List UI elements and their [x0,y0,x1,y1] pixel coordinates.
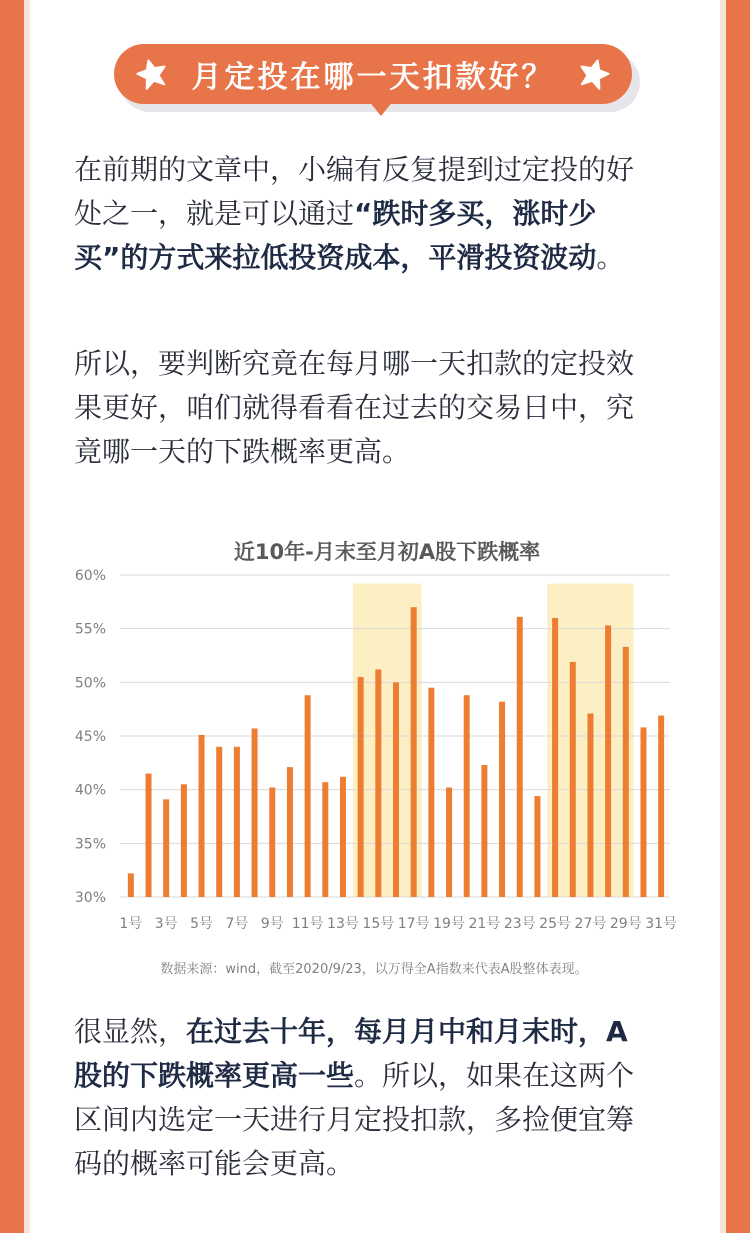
bold-span: 在过去十年，每月月中和月末时，A [186,1015,628,1048]
paragraph-intro [74,148,684,280]
y-tick-label: 30% [74,890,106,906]
bar [446,788,452,897]
text-span: 处之一，就是可以通过 [74,197,355,230]
x-tick-label: 19号 [433,916,465,932]
bar [464,695,470,897]
x-tick-label: 31号 [645,916,678,932]
text-line [74,1010,684,1054]
y-tick-label: 40% [74,782,106,799]
bar-chart [60,525,690,985]
bar [340,777,346,897]
text-line [74,236,684,280]
chart-title: 近10年-月末至月初A股下跌概率 [233,540,541,564]
text-span: 很显然， [74,1015,187,1048]
text-line: 区间内选定一天进行月定投扣款，多捡便宜筹 [74,1103,635,1136]
text-line: 码的概率可能会更高。 [74,1147,355,1180]
bold-span: “跌时多买，涨时少 [354,197,597,230]
bar [375,669,381,897]
paragraph-question [74,342,684,474]
bar [128,873,134,897]
bar [517,617,523,897]
x-tick-label: 5号 [190,916,214,932]
bar [428,688,434,897]
text-line: 果更好，咱们就得看看在过去的交易日中，究 [74,391,635,424]
bar [181,784,187,897]
text-line: 所以，要判断究竟在每月哪一天扣款的定投效 [74,347,635,380]
text-span: 。所以，如果在这两个 [354,1059,635,1092]
y-tick-label: 55% [74,621,106,638]
bar [287,767,293,897]
bar [623,647,629,897]
bar [305,695,311,897]
bar [322,782,328,897]
title-banner [114,44,632,104]
x-tick-label: 9号 [260,916,284,932]
x-tick-label: 23号 [503,916,536,932]
bar [216,747,222,897]
bar [269,788,275,897]
x-tick-label: 3号 [154,916,178,932]
bar [252,728,258,897]
x-tick-label: 7号 [225,916,249,932]
x-tick-label: 11号 [291,916,324,932]
text-line [74,1054,684,1098]
bold-span: 买”的方式来拉低投资成本，平滑投资波动 [74,241,597,274]
bar [605,625,611,897]
chart-source-note: 数据来源：wind，截至2020/9/23，以万得全A指数来代表A股整体表现。 [160,962,588,977]
bar [234,747,240,897]
x-tick-label: 27号 [574,916,607,932]
x-tick-label: 1号 [119,916,143,932]
y-tick-label: 50% [74,675,106,692]
bar [499,702,505,897]
bar [146,774,152,897]
bar [552,618,558,897]
star-icon [136,58,168,90]
x-tick-label: 17号 [397,916,430,932]
banner-tail [368,100,394,116]
bar [640,727,646,897]
bar [658,716,664,897]
chart-container [60,525,690,985]
bar [411,607,417,897]
y-tick-label: 35% [74,836,106,853]
x-tick-label: 21号 [468,916,501,932]
y-tick-label: 60% [74,568,106,584]
bar [570,662,576,897]
bar [481,765,487,897]
bar [534,796,540,897]
bold-span: 股的下跌概率更高一些 [74,1059,355,1092]
y-tick-label: 45% [74,729,106,745]
page-title: 月定投在哪一天扣款好？ [191,60,555,95]
bar [358,677,364,897]
x-tick-label: 29号 [609,916,642,932]
x-tick-label: 13号 [327,916,359,932]
text-line: 在前期的文章中，小编有反复提到过定投的好 [74,153,635,186]
bar [163,799,169,897]
bar [393,682,399,897]
paragraph-conclusion [74,1010,684,1186]
x-tick-label: 15号 [362,916,395,932]
text-line: 竟哪一天的下跌概率更高。 [74,435,411,468]
bar [587,713,593,897]
text-span: 。 [596,241,625,274]
bar [199,735,205,897]
text-line [74,192,684,236]
x-tick-label: 25号 [539,916,572,932]
star-icon [578,58,610,90]
